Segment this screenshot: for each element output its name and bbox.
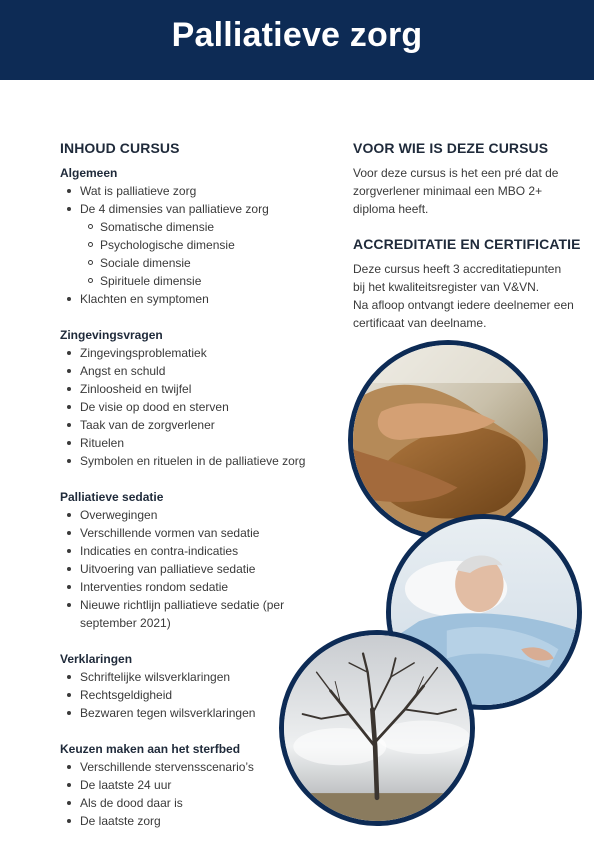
list-item — [60, 416, 330, 434]
accreditation-heading: ACCREDITATIE EN CERTIFICATIE — [353, 236, 581, 252]
list-item-text: Angst en schuld — [80, 364, 166, 378]
list-item-text: De 4 dimensies van palliatieve zorg — [80, 202, 269, 216]
list-item — [60, 776, 330, 794]
course-section — [60, 326, 330, 470]
accreditation-text: Deze cursus heeft 3 accreditatiepunten bij het kwaliteitsregister van V&VN. Na afloop ontvangt iedere deelnemer een certificaat van deelname. — [353, 262, 574, 330]
course-section — [60, 164, 330, 308]
sub-list-item: Psychologische dimensie — [80, 236, 330, 254]
section-title: Algemeen — [60, 166, 118, 180]
list-item — [60, 398, 330, 416]
list-item-text: De visie op dood en sterven — [80, 400, 229, 414]
section-list — [60, 182, 330, 308]
sub-list-item: Sociale dimensie — [80, 254, 330, 272]
audience-text: Voor deze cursus is het een pré dat de zorgverlener minimaal een MBO 2+ diploma heeft. — [353, 166, 559, 216]
list-item — [60, 290, 330, 308]
sub-list — [80, 218, 330, 290]
list-item-text: Zinloosheid en twijfel — [80, 382, 192, 396]
info-column — [353, 140, 583, 332]
section-list — [60, 506, 330, 632]
list-item — [60, 812, 330, 830]
list-item-text: Rituelen — [80, 436, 125, 450]
list-item — [60, 200, 330, 290]
page-title: Palliatieve zorg — [171, 16, 423, 54]
sub-list-item: Spirituele dimensie — [80, 272, 330, 290]
list-item-text: Rechtsgeldigheid — [80, 688, 173, 702]
list-item — [60, 344, 330, 362]
list-item-text: Taak van de zorgverlener — [80, 418, 215, 432]
list-item-text: Als de dood daar is — [80, 796, 183, 810]
list-item-text: Symbolen en rituelen in de palliatieve zorg — [80, 454, 306, 468]
section-title: Palliatieve sedatie — [60, 490, 164, 504]
list-item — [60, 578, 330, 596]
list-item — [60, 560, 330, 578]
list-item — [60, 596, 330, 632]
list-item-text: Uitvoering van palliatieve sedatie — [80, 562, 256, 576]
list-item-text: Klachten en symptomen — [80, 292, 209, 306]
course-content-heading: INHOUD CURSUS — [60, 140, 180, 156]
list-item-text: Verschillende vormen van sedatie — [80, 526, 260, 540]
list-item-text: Schriftelijke wilsverklaringen — [80, 670, 231, 684]
bare-tree-photo — [279, 630, 475, 826]
list-item-text: De laatste zorg — [80, 814, 161, 828]
header-banner — [0, 0, 594, 80]
list-item — [60, 524, 330, 542]
section-title: Zingevingsvragen — [60, 328, 163, 342]
list-item-text: Indicaties en contra-indicaties — [80, 544, 239, 558]
section-list — [60, 344, 330, 470]
list-item-text: Wat is palliatieve zorg — [80, 184, 197, 198]
list-item — [60, 506, 330, 524]
list-item-text: Interventies rondom sedatie — [80, 580, 229, 594]
list-item — [60, 452, 330, 470]
list-item — [60, 182, 330, 200]
sub-list-item: Somatische dimensie — [80, 218, 330, 236]
list-item-text: Bezwaren tegen wilsverklaringen — [80, 706, 256, 720]
list-item-text: Overwegingen — [80, 508, 158, 522]
list-item-text: Zingevingsproblematiek — [80, 346, 207, 360]
list-item — [60, 362, 330, 380]
list-item-text: Nieuwe richtlijn palliatieve sedatie (per september 2021) — [80, 598, 285, 630]
list-item-text: Verschillende stervensscenario’s — [80, 760, 254, 774]
audience-heading: VOOR WIE IS DEZE CURSUS — [353, 140, 549, 156]
course-section — [60, 488, 330, 632]
list-item — [60, 380, 330, 398]
section-title: Verklaringen — [60, 652, 133, 666]
holding-hands-photo — [348, 340, 548, 540]
section-title: Keuzen maken aan het sterfbed — [60, 742, 241, 756]
list-item — [60, 434, 330, 452]
list-item — [60, 794, 330, 812]
list-item — [60, 542, 330, 560]
list-item-text: De laatste 24 uur — [80, 778, 172, 792]
